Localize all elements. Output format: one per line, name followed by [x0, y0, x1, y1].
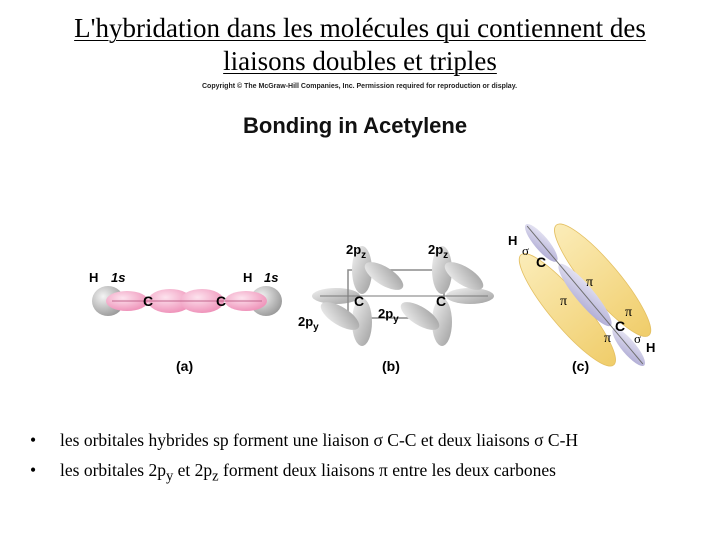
panel-label-a: (a): [176, 358, 194, 374]
sigma-label-top: σ: [522, 243, 530, 258]
bullet-list: [30, 430, 700, 490]
sigma-symbol: σ: [534, 430, 544, 450]
bullet-2-text-b: et 2p: [173, 460, 213, 480]
pi-symbol: π: [379, 460, 388, 480]
pi-label-4: π: [604, 331, 612, 346]
copyright-notice: Copyright © The McGraw-Hill Companies, Inc. Permission required for reproduction or display.: [202, 83, 518, 90]
carbon-label-c-top: C: [536, 254, 547, 270]
carbon-label-b-left: C: [354, 293, 365, 309]
h-orbital-label-right: 1s: [264, 270, 279, 285]
sigma-symbol: σ: [373, 430, 383, 450]
sigma-label-bottom: σ: [634, 331, 642, 346]
bullet-1-text-b: C-C et deux liaisons: [382, 430, 535, 450]
pz-label-right: $2p_z$: [428, 242, 449, 261]
bullet-marker: •: [30, 430, 37, 450]
bullet-1-text-c: C-H: [543, 430, 579, 450]
h-orbital-label-left: 1s: [111, 270, 126, 285]
slide-title: L'hybridation dans les molécules qui contiennent des liaisons doubles et triples: [74, 13, 646, 76]
carbon-label-b-right: C: [436, 293, 447, 309]
panel-a: [89, 270, 282, 374]
py-label-left: $2p_y$: [298, 314, 319, 333]
carbon-label-right: C: [216, 293, 227, 309]
panel-label-c: (c): [572, 358, 590, 374]
carbon-label-c-bottom: C: [615, 318, 626, 334]
panel-label-b: (b): [382, 358, 400, 374]
panel-c: [495, 199, 675, 391]
pi-label-2: π: [560, 294, 568, 309]
figure-title: Bonding in Acetylene: [243, 113, 468, 138]
bullet-1-text-a: les orbitales hybrides sp forment une liaison: [60, 430, 374, 450]
bullet-marker: •: [30, 460, 37, 480]
h-label-right: H: [243, 270, 253, 285]
bullet-2-text-a: les orbitales 2p: [60, 460, 166, 480]
h-label-bottom: H: [646, 340, 656, 355]
h-label-top: H: [508, 233, 518, 248]
panel-b: [298, 242, 494, 374]
subscript-z: z: [212, 468, 219, 485]
py-label-mid: $2p_y$: [378, 306, 399, 325]
bullet-2-text-d: entre les deux carbones: [387, 460, 556, 480]
pi-label-3: π: [625, 305, 633, 320]
bullet-2-text-c: forment deux liaisons: [218, 460, 380, 480]
bullet-item-1: [30, 430, 700, 460]
bullet-item-2: [30, 460, 700, 490]
subscript-y: y: [165, 468, 174, 485]
pz-label-left: $2p_z$: [346, 242, 367, 261]
pi-label-1: π: [586, 275, 594, 290]
carbon-label-left: C: [143, 293, 154, 309]
h-label-left: H: [89, 270, 99, 285]
